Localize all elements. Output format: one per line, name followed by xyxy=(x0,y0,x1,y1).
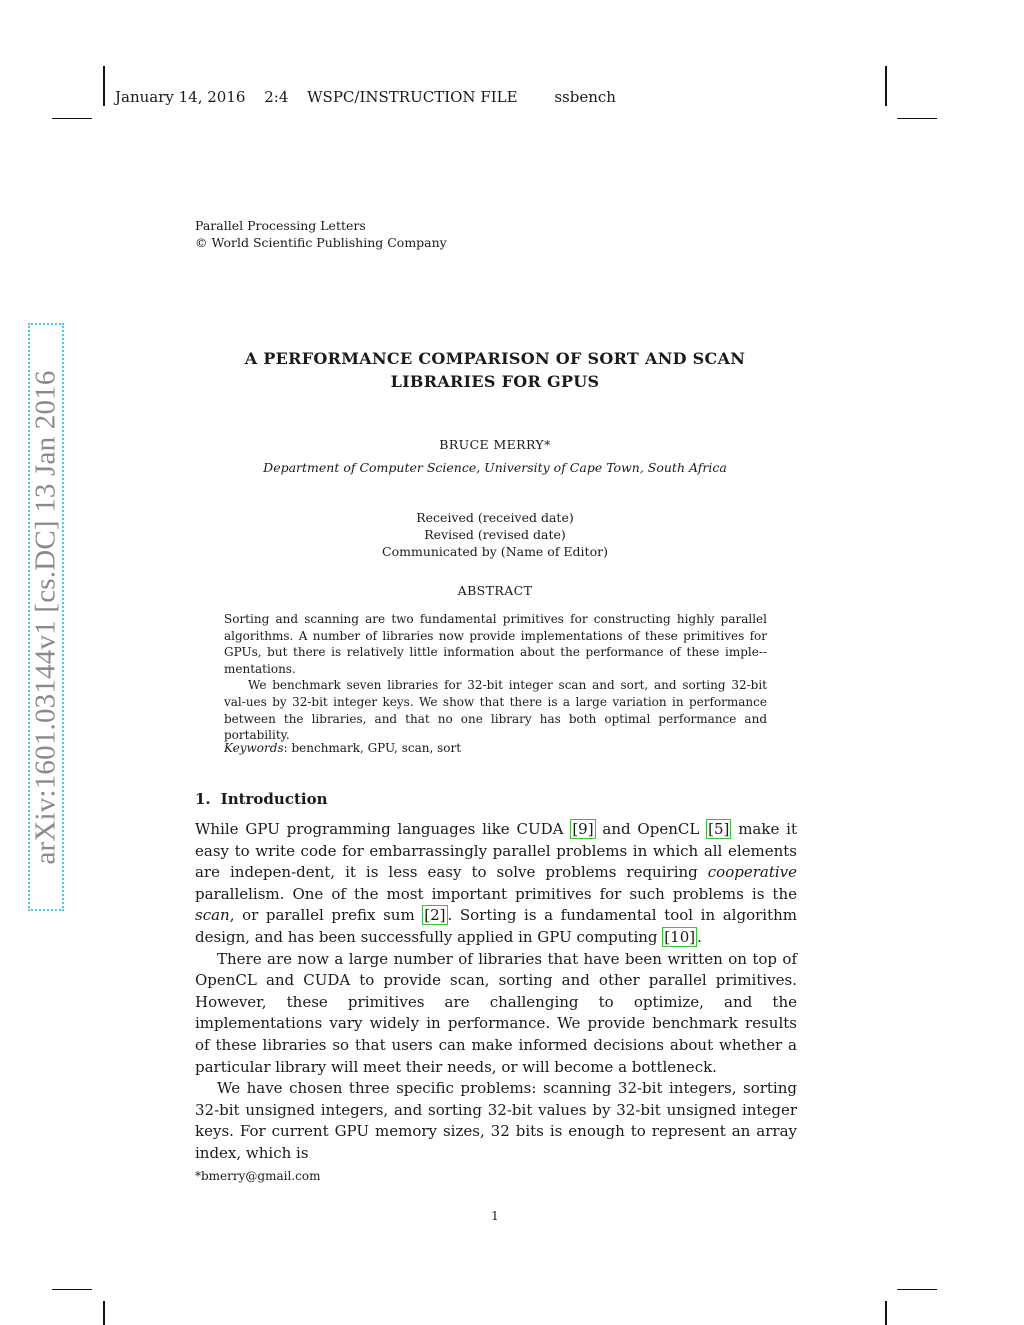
keywords-label: Keywords xyxy=(224,741,284,755)
body-paragraph: We have chosen three specific problems: scanning 32-bit integers, sorting 32-bit unsigned integers, and sorting 32-bit values by 32-bit unsigned integer keys. For current GPU memory sizes, 32 bits is enough to represent an array index, which is xyxy=(195,1079,797,1162)
submission-dates xyxy=(195,509,795,560)
crop-mark xyxy=(103,1301,105,1325)
crop-mark xyxy=(885,1301,887,1325)
section-heading xyxy=(195,790,328,808)
communicated-by: Communicated by (Name of Editor) xyxy=(382,544,608,559)
title-line-2: LIBRARIES FOR GPUS xyxy=(390,372,600,391)
author-name: BRUCE MERRY* xyxy=(439,437,551,452)
received-date: Received (received date) xyxy=(416,510,574,525)
crop-mark xyxy=(885,66,887,106)
body-paragraph xyxy=(195,819,797,949)
citation-link[interactable]: [10] xyxy=(664,927,696,946)
header-time: 2:4 xyxy=(264,88,289,106)
abstract-heading: ABSTRACT xyxy=(457,583,533,598)
header-date: January 14, 2016 xyxy=(115,88,246,106)
author-affiliation: Department of Computer Science, University of Cape Town, South Africa xyxy=(263,460,727,475)
abstract-paragraph: We benchmark seven libraries for 32-bit integer scan and sort, and sorting 32-bit val-ues by 32-bit integer keys. We show that there is a large variation in performance between the libraries, and that no one library has both optimal performance and portability. xyxy=(224,678,767,743)
text-run: , or parallel prefix sum xyxy=(229,906,423,925)
arxiv-identifier-link[interactable] xyxy=(28,323,64,911)
crop-mark xyxy=(52,1289,92,1290)
crop-mark xyxy=(103,66,105,106)
arxiv-identifier-text: arXiv:1601.03144v1 [cs.DC] 13 Jan 2016 xyxy=(29,369,62,865)
page-number: 1 xyxy=(491,1209,499,1223)
journal-name: Parallel Processing Letters xyxy=(195,218,366,233)
text-run: parallelism. One of the most important primitives for such problems is the xyxy=(195,884,797,903)
journal-copyright: © World Scientific Publishing Company xyxy=(195,235,447,250)
abstract-paragraph: Sorting and scanning are two fundamental primitives for constructing highly parallel algorithms. A number of libraries now provide implementations of these primitives for GPUs, but there is relatively little information about the performance of these imple-mentations. xyxy=(224,612,767,676)
citation-link[interactable]: [9] xyxy=(572,820,594,838)
keywords-values: : benchmark, GPU, scan, sort xyxy=(283,741,462,755)
text-run: While GPU programming languages like CUDA xyxy=(195,820,571,838)
revised-date: Revised (revised date) xyxy=(424,527,566,542)
abstract-body xyxy=(224,611,767,744)
keywords xyxy=(224,741,461,755)
text-run: make it easy to write code for embarrassingly parallel problems in which all elements are indepen-dent, it is less easy to solve problems requiring xyxy=(195,820,797,882)
header-filename: ssbench xyxy=(554,88,616,106)
header-file-type: WSPC/INSTRUCTION FILE xyxy=(307,88,518,106)
citation-link[interactable]: [5] xyxy=(708,820,730,838)
paper-title xyxy=(195,347,795,393)
text-run: . Sorting is a fundamental tool in algorithm design, and has been successfully applied in GPU computing xyxy=(195,906,797,946)
journal-info xyxy=(195,217,447,251)
running-header xyxy=(115,88,630,106)
text-run: . xyxy=(697,927,702,946)
emphasis: scan xyxy=(195,906,230,925)
citation-link[interactable]: [2] xyxy=(424,906,446,925)
text-run: and OpenCL xyxy=(595,820,707,838)
section-title: Introduction xyxy=(220,790,328,808)
body-paragraph: There are now a large number of libraries that have been written on top of OpenCL and CUDA to provide scan, sorting and other parallel primitives. However, these primitives are challenging to optimize, and the implementations vary widely in performance. We provide benchmark results of these libraries so that users can make informed decisions about whether a particular library will meet their needs, or will become a bottleneck. xyxy=(195,949,797,1076)
crop-mark xyxy=(52,118,92,119)
crop-mark xyxy=(897,1289,937,1290)
crop-mark xyxy=(897,118,937,119)
footnote-email: *bmerry@gmail.com xyxy=(195,1169,321,1183)
title-line-1: A PERFORMANCE COMPARISON OF SORT AND SCAN xyxy=(244,349,746,368)
section-number: 1. xyxy=(195,790,211,808)
emphasis: cooperative xyxy=(707,863,797,882)
body-text xyxy=(195,819,797,1165)
